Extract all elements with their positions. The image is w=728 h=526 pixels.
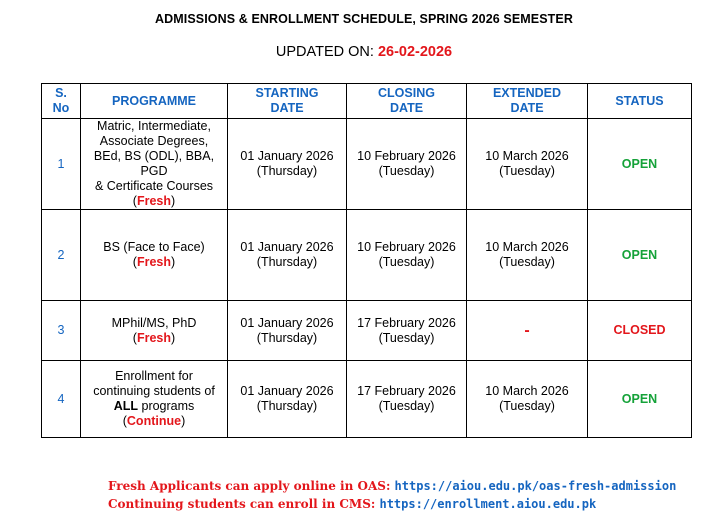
category-tag: Fresh — [136, 255, 172, 269]
programme-cell: Matric, Intermediate, Associate Degrees, BEd, BS (ODL), BBA, PGD & Certificate Courses (Fresh) — [81, 119, 228, 210]
extended-date-cell: 10 March 2026 (Tuesday) — [467, 210, 588, 301]
starting-date-cell: 01 January 2026 (Thursday) — [228, 361, 347, 438]
col-extended-date: EXTENDED DATE — [467, 84, 588, 119]
row-number: 4 — [42, 361, 81, 438]
row-number: 1 — [42, 119, 81, 210]
table-row — [42, 301, 692, 361]
programme-cell: BS (Face to Face) (Fresh) — [81, 210, 228, 301]
closing-date-cell: 17 February 2026 (Tuesday) — [347, 301, 467, 361]
row-number: 3 — [42, 301, 81, 361]
category-tag: Fresh — [136, 330, 172, 345]
note-continuing — [108, 495, 676, 513]
status-badge: CLOSED — [588, 301, 692, 361]
programme-cell: MPhil/MS, PhD (Fresh) — [81, 301, 228, 361]
updated-date: 26-02-2026 — [377, 44, 453, 60]
note-label: Fresh Applicants can apply online in OAS: — [108, 479, 395, 493]
updated-label: UPDATED ON: — [275, 44, 378, 60]
closing-date-cell: 10 February 2026 (Tuesday) — [347, 210, 467, 301]
page-title: ADMISSIONS & ENROLLMENT SCHEDULE, SPRING 2026 SEMESTER — [155, 12, 573, 26]
notes-section — [108, 477, 676, 513]
status-badge: OPEN — [588, 119, 692, 210]
status-badge: OPEN — [588, 210, 692, 301]
table-row — [42, 210, 692, 301]
note-label: Continuing students can enroll in CMS: — [108, 497, 380, 511]
extended-date-cell: 10 March 2026 (Tuesday) — [467, 119, 588, 210]
closing-date-cell: 17 February 2026 (Tuesday) — [347, 361, 467, 438]
extended-date-cell: 10 March 2026 (Tuesday) — [467, 361, 588, 438]
programme-cell: Enrollment for continuing students of ALL programs (Continue) — [81, 361, 228, 438]
col-closing-date: CLOSING DATE — [347, 84, 467, 119]
starting-date-cell: 01 January 2026 (Thursday) — [228, 301, 347, 361]
note-fresh — [108, 477, 676, 495]
table-header-row — [42, 84, 692, 119]
status-badge: OPEN — [588, 361, 692, 438]
cms-link[interactable]: https://enrollment.aiou.edu.pk — [379, 497, 597, 511]
col-programme: PROGRAMME — [81, 84, 228, 119]
starting-date-cell: 01 January 2026 (Thursday) — [228, 119, 347, 210]
schedule-table — [41, 83, 692, 438]
no-extension-dash: - — [524, 321, 530, 339]
closing-date-cell: 10 February 2026 (Tuesday) — [347, 119, 467, 210]
table-row — [42, 119, 692, 210]
oas-link[interactable]: https://aiou.edu.pk/oas-fresh-admission — [394, 479, 677, 493]
col-sno: S. No — [42, 84, 81, 119]
table-row — [42, 361, 692, 438]
extended-date-cell — [467, 301, 588, 361]
updated-on — [0, 44, 728, 60]
category-tag: Fresh — [136, 194, 172, 208]
category-tag: Continue — [126, 414, 182, 428]
starting-date-cell: 01 January 2026 (Thursday) — [228, 210, 347, 301]
col-status: STATUS — [588, 84, 692, 119]
col-starting-date: STARTING DATE — [228, 84, 347, 119]
row-number: 2 — [42, 210, 81, 301]
